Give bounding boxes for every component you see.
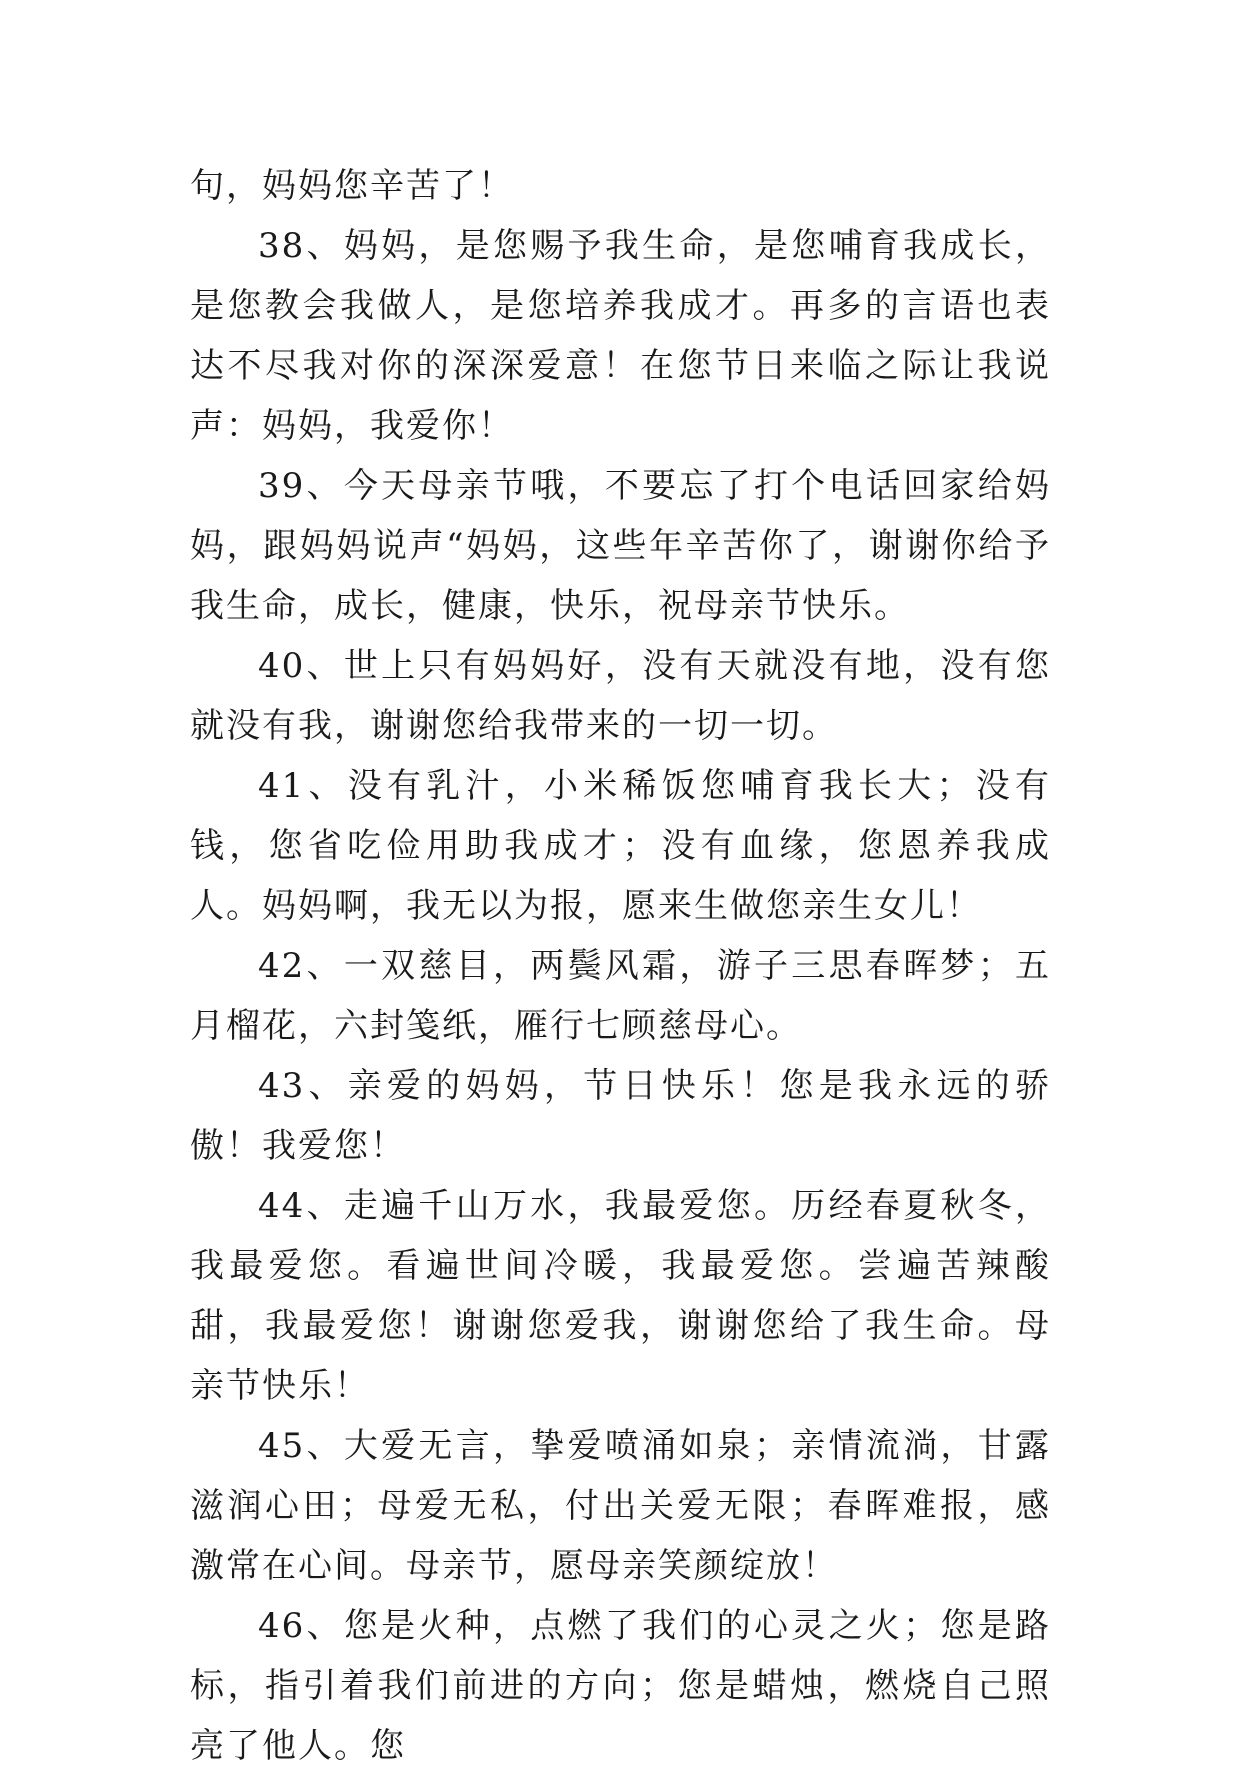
paragraph-46: 46、您是火种，点燃了我们的心灵之火；您是路标，指引着我们前进的方向；您是蜡烛，燃烧自己照亮了他人。您 <box>190 1606 1051 1766</box>
paragraph-45: 45、大爱无言，挚爱喷涌如泉；亲情流淌，甘露滋润心田；母爱无私，付出关爱无限；春晖难报，感激常在心间。母亲节，愿母亲笑颜绽放！ <box>190 1426 1051 1586</box>
paragraph-44: 44、走遍千山万水，我最爱您。历经春夏秋冬，我最爱您。看遍世间冷暖，我最爱您。尝遍苦辣酸甜，我最爱您！谢谢您爱我，谢谢您给了我生命。母亲节快乐！ <box>190 1186 1051 1406</box>
paragraph-39: 39、今天母亲节哦，不要忘了打个电话回家给妈妈，跟妈妈说声“妈妈，这些年辛苦你了，谢谢你给予我生命，成长，健康，快乐，祝母亲节快乐。 <box>190 466 1051 626</box>
paragraph-43: 43、亲爱的妈妈，节日快乐！您是我永远的骄傲！我爱您！ <box>190 1066 1051 1166</box>
document-body <box>190 156 1051 1776</box>
paragraph-41: 41、没有乳汁，小米稀饭您哺育我长大；没有钱，您省吃俭用助我成才；没有血缘，您恩养我成人。妈妈啊，我无以为报，愿来生做您亲生女儿！ <box>190 766 1051 926</box>
paragraph-38: 38、妈妈，是您赐予我生命，是您哺育我成长，是您教会我做人，是您培养我成才。再多的言语也表达不尽我对你的深深爱意！在您节日来临之际让我说声：妈妈，我爱你！ <box>190 226 1051 446</box>
paragraph-42: 42、一双慈目，两鬓风霜，游子三思春晖梦；五月榴花，六封笺纸，雁行七顾慈母心。 <box>190 946 1051 1046</box>
paragraph-continuation: 句，妈妈您辛苦了！ <box>190 166 514 206</box>
paragraph-40: 40、世上只有妈妈好，没有天就没有地，没有您就没有我，谢谢您给我带来的一切一切。 <box>190 646 1051 746</box>
